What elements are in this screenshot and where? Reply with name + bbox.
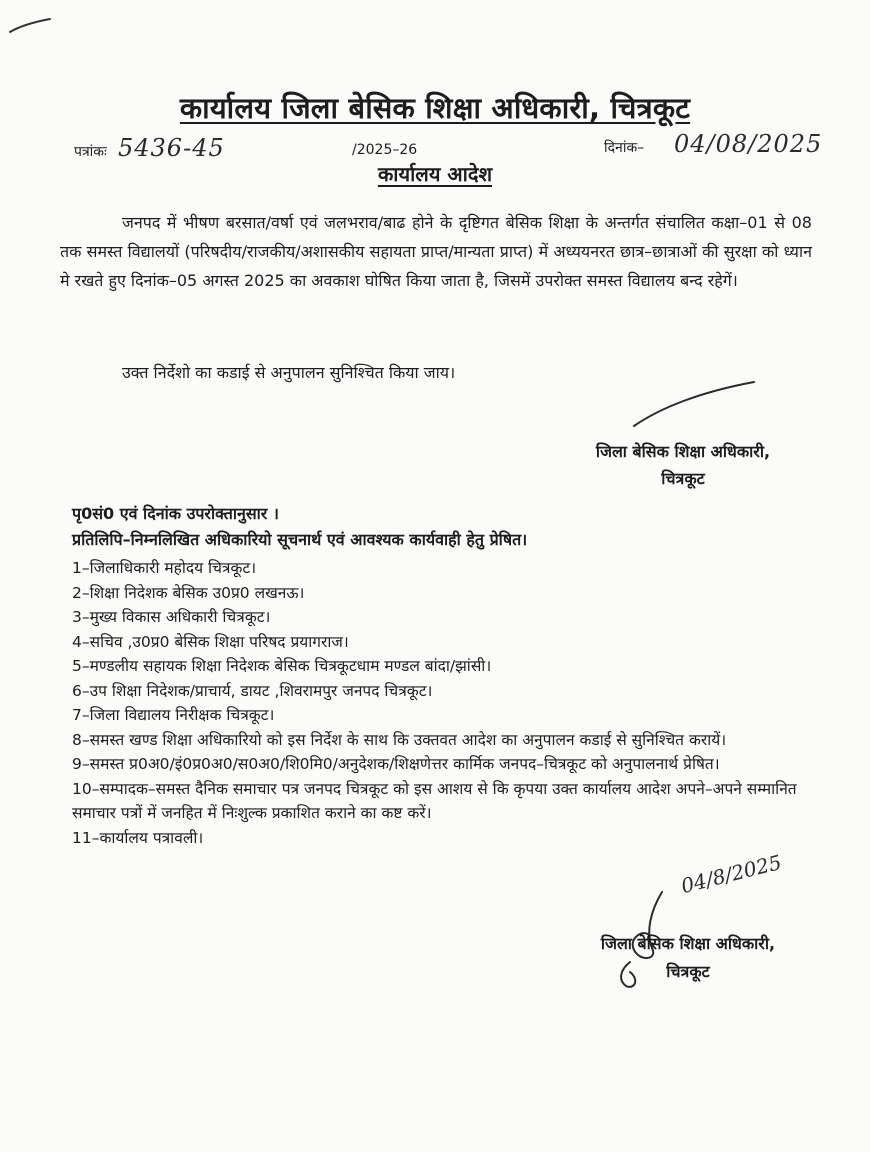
order-paragraph-2: उक्त निर्देशो का कडाई से अनुपालन सुनिश्चित किया जाय। [122, 363, 456, 382]
ref-number-handwritten: 5436-45 [118, 134, 225, 162]
copy-reference-line: पृ0सं0 एवं दिनांक उपरोक्तानुसार । [72, 504, 279, 523]
list-item: 8–समस्त खण्ड शिक्षा अधिकारियो को इस निर्देश के साथ कि उक्तवत आदेश का अनुपालन कडाई से सुनिश्चित करायें। [72, 730, 727, 749]
list-item: 4–सचिव ,उ0प्र0 बेसिक शिक्षा परिषद प्रयागराज। [72, 632, 349, 651]
order-paragraph-1: जनपद में भीषण बरसात/वर्षा एवं जलभराव/बाढ होने के दृष्टिगत बेसिक शिक्षा के अन्तर्गत संचालित कक्षा–01 से 08 तक समस्त विद्यालयों (परिषदीय/राजकीय/अशासकीय सहायता प्राप्त/मान्यता प्राप्त) में अध्ययनरत छात्र–छात्राओं की सुरक्षा को ध्यान मे रखते हुए दिनांक–05 अगस्त 2025 का अवकाश घोषित किया जाता है, जिसमें उपरोक्त समस्त विद्यालय बन्द रहेगें। [60, 213, 812, 290]
list-item: 3–मुख्य विकास अधिकारी चित्रकूट। [72, 608, 271, 626]
signatory-title: जिला बेसिक शिक्षा अधिकारी, [595, 442, 771, 461]
signature-stroke [630, 378, 760, 430]
list-item: 10–सम्पादक–समस्त दैनिक समाचार पत्र जनपद चित्रकूट को इस आशय से कि कृपया उक्त कार्यालय आदेश अपने–अपने सम्मानित समाचार पत्रों में जनहित में निःशुल्क प्रकाशित कराने का कष्ट करें। [72, 779, 797, 822]
copy-list [72, 556, 812, 850]
date-label: दिनांक– [604, 140, 645, 156]
list-item: 1–जिलाधिकारी महोदय चित्रकूट। [72, 559, 257, 577]
date-handwritten: 04/08/2025 [674, 130, 823, 158]
signature-block-1 [548, 438, 818, 492]
list-item: 2–शिक्षा निदेशक बेसिक उ0प्र0 लखनऊ। [72, 583, 305, 602]
signature-block-2 [548, 930, 828, 986]
list-item: 6–उप शिक्षा निदेशक/प्राचार्य, डायट ,शिवरामपुर जनपद चित्रकूट। [72, 681, 433, 700]
pen-mark [8, 16, 52, 38]
list-item: 5–मण्डलीय सहायक शिक्षा निदेशक बेसिक चित्रकूटधाम मण्डल बांदा/झांसी। [72, 657, 492, 675]
signatory-place: चित्रकूट [666, 962, 710, 981]
office-title: कार्यालय जिला बेसिक शिक्षा अधिकारी, चित्रकूट [179, 91, 691, 125]
copy-intro: प्रतिलिपि–निम्नलिखित अधिकारियो सूचनार्थ एवं आवश्यक कार्यवाही हेतु प्रेषित। [72, 530, 528, 549]
signature-date-handwritten: 04/8/2025 [678, 849, 784, 899]
list-item: 11–कार्यालय पत्रावली। [72, 828, 204, 847]
list-item: 9–समस्त प्र0अ0/इं0प्र0अ0/स0अ0/शि0मि0/अनुदेशक/शिक्षणेत्तर कार्मिक जनपद–चित्रकूट को अनुपालनार्थ प्रेषित। [72, 755, 720, 773]
list-item: 7–जिला विद्यालय निरीक्षक चित्रकूट। [72, 706, 275, 724]
order-title: कार्यालय आदेश [377, 162, 493, 186]
ref-year: /2025–26 [352, 142, 418, 158]
signatory-place: चित्रकूट [661, 469, 705, 488]
signatory-title: जिला बेसिक शिक्षा अधिकारी, [600, 934, 776, 953]
ref-label: पत्रांकः [74, 144, 107, 160]
